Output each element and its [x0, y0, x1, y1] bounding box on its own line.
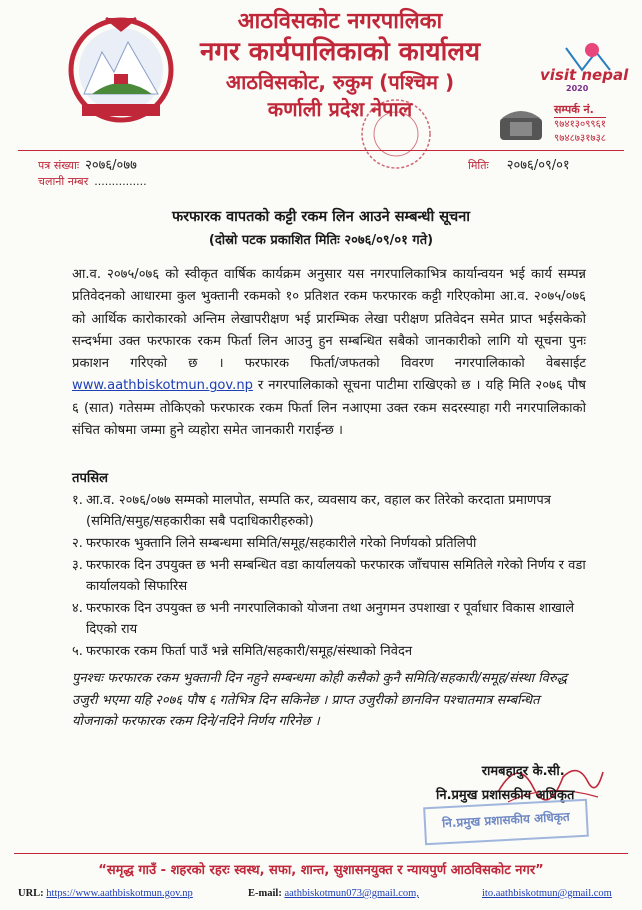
office-seal-icon [355, 94, 437, 174]
telephone-icon [496, 104, 546, 144]
contact-heading: सम्पर्क नं. [554, 103, 606, 118]
office-name: नगर कार्यपालिकाको कार्यालय [199, 37, 481, 67]
footer-url: URL: https://www.aathbiskotmun.gov.np [18, 888, 193, 899]
notice-title: फरफारक वापतको कट्टी रकम लिन आउने सम्बन्धी सूचना [171, 209, 471, 225]
footer-email: E-mail: aathbiskotmun073@gmail.com, [248, 888, 419, 899]
list-item: ३. फरफारक दिन उपयुक्त छ भनी सम्बन्धित वडा कार्यालयको फरफारक जाँचपास समितिले गरेको निर्णय र वडा कार्यालयको सिफारिस [72, 558, 586, 594]
letter-date: मितिः २०७६/०९/०१ [468, 158, 570, 173]
visit-nepal-year: 2020 [566, 84, 589, 93]
footer-motto: “समृद्ध गाउँ - शहरको रहरः स्वस्थ, सफा, शान्त, सुशासनयुक्त र न्यायपुर्ण आठविसकोट नगर” [98, 863, 544, 878]
list-item: ५. फरफारक रकम फिर्ता पाउँ भन्ने समिति/सहकारी/समूह/संस्थाको निवेदन [72, 644, 413, 659]
footer-url-link[interactable]: https://www.aathbiskotmun.gov.np [46, 888, 193, 899]
footer-email-secondary [482, 888, 612, 899]
visit-nepal-text: visit nepal [540, 66, 629, 84]
list-item: ४. फरफारक दिन उपयुक्त छ भनी नगरपालिकाको योजना तथा अनुगमन उपशाखा र पूर्वाधार विकास शाखाले दिएको राय [72, 601, 575, 637]
list-item: २. फरफारक भुक्तानि लिने सम्बन्धमा समिति/समूह/सहकारीले गरेको निर्णयको प्रतिलिपी [72, 536, 477, 551]
contact-phone: ९७४८७३१७३८ [554, 133, 606, 144]
office-address: आठविसकोट, रुकुम (पश्चिम ) [225, 70, 455, 94]
website-link[interactable]: www.aathbiskotmun.gov.np [72, 378, 253, 394]
footer-divider [14, 853, 628, 854]
dispatch-number: चलानी नम्बर ............... [38, 175, 147, 188]
organization-header [175, 8, 505, 122]
org-name: आठविसकोट नगरपालिका [237, 9, 443, 34]
notice-subtitle: (दोस्रो पटक प्रकाशित मितिः २०७६/०९/०१ गते) [208, 233, 434, 248]
contact-phone: ९७४१३०९९६१ [554, 119, 606, 130]
nepal-emblem-icon [62, 12, 180, 124]
email-link[interactable]: aathbiskotmun073@gmail.com, [284, 888, 419, 899]
official-stamp: नि.प्रमुख प्रशासकीय अधिकृत [423, 799, 589, 846]
contact-block [554, 103, 606, 146]
email-link[interactable]: ito.aathbiskotmun@gmail.com [482, 888, 612, 899]
signatory-name: रामबहादुर के.सी. [481, 764, 565, 779]
signatory-designation: नि.प्रमुख प्रशासकीय अधिकृत [436, 788, 575, 803]
schedule-heading: तपसिल [72, 471, 109, 486]
postscript-note: पुनश्चः फरफारक रकम भुक्तानी दिन नहुने सम्बन्धमा कोही कसैको कुनै समिति/सहकारी/समूह/संस्था विरुद्ध उजुरी भएमा यहि २०७६ पौष ६ गतेभित्र दिन सकिनेछ । प्राप्त उजुरीको छानविन पश्चातमात्र सम्बन्धित योजनाको फरफारक रकम दिने/नदिने निर्णय गरिनेछ । [72, 671, 568, 729]
province-name: कर्णाली प्रदेश नेपाल [267, 97, 413, 121]
notice-body: आ.व. २०७५/०७६ को स्वीकृत वार्षिक कार्यक्रम अनुसार यस नगरपालिकाभित्र कार्यान्वयन भई कार्य सम्पन्न प्रतिवेदनको आधारमा कुल भुक्तानी रकमको १० प्रतिशत रकम फरफारक कट्टी गरिएकोमा आ.व. २०७५/०७६ को आर्थिक कारोकारको अन्तिम लेखापरीक्षण भई प्रारम्भिक लेखा परीक्षण प्रतिवेदन समेत प्राप्त भईसकेको सन्दर्भमा उक्त फरफारक रकम फिर्ता लिन आउनु हुन सम्बन्धित सबैको जानकारीको लागि यो सूचना पुनः प्रकाशन गरिएको छ । फरफारक फिर्ता/जफतको विवरण नगरपालिकाको वेबसाईट www.aathbiskotmun.gov.np र नगरपालिकाको सूचना पाटीमा राखिएको छ । यहि मिति २०७६ पौष ६ (सात) गतेसम्म तोकिएको फरफारक रकम फिर्ता लिन नआएमा उक्त रकम सदरस्याहा गरी नगरपालिकाको संचित कोषमा जम्मा हुने व्यहोरा समेत जानकारी गराईन्छ । [72, 267, 586, 439]
list-item: १. आ.व. २०७६/०७७ सम्मको मालपोत, सम्पति कर, व्यवसाय कर, वहाल कर तिरेको करदाता प्रमाणपत्र (समिति/समुह/सहकारीका सबै पदाधिकारीहरुको) [72, 493, 551, 529]
requirements-list [72, 490, 586, 663]
reference-number: पत्र संख्याः २०७६/०७७ [38, 158, 137, 173]
header-divider [18, 150, 624, 151]
